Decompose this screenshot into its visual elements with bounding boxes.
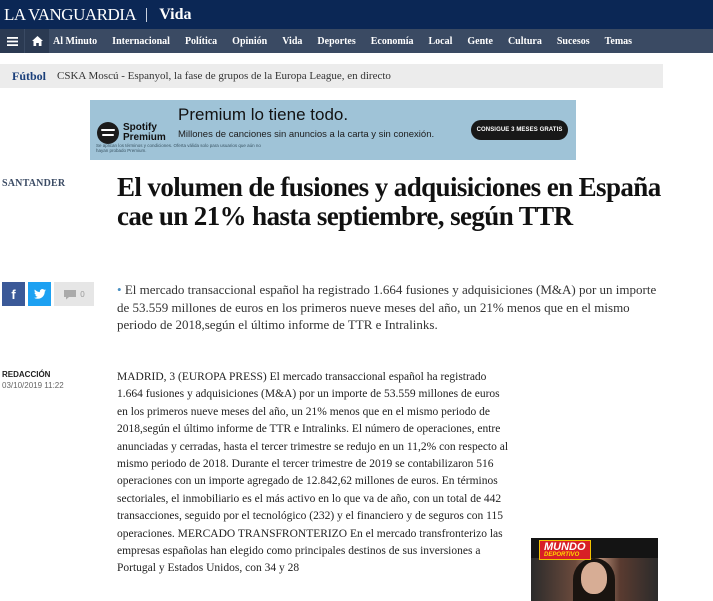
facebook-icon: f xyxy=(11,286,16,302)
spotify-icon xyxy=(97,122,119,144)
spotify-wordmark: Spotify Premium xyxy=(123,122,166,143)
comments-button[interactable] xyxy=(54,282,94,306)
nav-links xyxy=(53,36,647,47)
article-headline: El volumen de fusiones y adquisiciones en España cae un 21% hasta septiembre, según TTR xyxy=(117,172,661,231)
nav-item-cultura[interactable]: Cultura xyxy=(507,35,542,47)
home-button[interactable] xyxy=(25,29,49,53)
brand-logo[interactable]: LA VANGUARDIA xyxy=(4,4,137,24)
ad-headline: Premium lo tiene todo. xyxy=(178,105,349,124)
nav-item-internacional[interactable]: Internacional xyxy=(112,35,170,47)
promo-photo xyxy=(531,558,658,601)
ad-fine-print: Se aplican los términos y condiciones. Oferta válida solo para usuarios que aún no hayan probado Premium. xyxy=(96,143,261,153)
twitter-icon xyxy=(34,289,46,299)
mundo-deportivo-logo: MUNDO DEPORTIVO xyxy=(539,540,591,560)
main-nav xyxy=(0,29,713,53)
comment-count: 0 xyxy=(80,289,85,299)
ad-subline: Millones de canciones sin anuncios a la carta y sin conexión. xyxy=(178,129,435,140)
article-body: MADRID, 3 (EUROPA PRESS) El mercado transaccional español ha registrado 1.664 fusiones y adquisiciones (M&A) por un importe de 53.559 millones de euros en los primeros nueve meses del año, un 21% menos que en el mismo periodo de 2018,según el último informe de TTR e Intralinks. El número de operaciones, entre anunciadas y cerradas, hasta el tercer trimestre se redujo en un 11,2% con respecto al mismo periodo de 2018. Durante el tercer trimestre de 2019 se contabilizaron 516 operaciones con un importe agregado de 12.842,62 millones de euros. En términos sectoriales, el inmobiliario es el más activo en lo que va de año, con un total de 442 transacciones, seguido por el tecnológico (232) y el financiero y de seguros con 115 operaciones. MERCADO TRANSFRONTERIZO En el mercado transfronterizo las empresas españolas han elegido como principales destinos de sus inversiones a Portugal y Estados Unidos, con 34 y 28 xyxy=(117,371,509,575)
article-lead xyxy=(117,281,662,334)
top-bar xyxy=(0,0,713,29)
byline: REDACCIÓN xyxy=(2,370,51,379)
spotify-ad-banner[interactable] xyxy=(90,100,576,160)
live-ticker[interactable] xyxy=(0,64,663,88)
nav-item-al-minuto[interactable]: Al Minuto xyxy=(53,35,98,47)
nav-item-economia[interactable]: Economía xyxy=(370,35,414,47)
section-title[interactable]: Vida xyxy=(159,5,192,23)
lead-text: El mercado transaccional español ha registrado 1.664 fusiones y adquisiciones (M&A) por un importe de 53.559 millones de euros en los primeros nueve meses del año, un 21% menos que en el mismo periodo de 2018,según el último informe de TTR e Intralinks. xyxy=(117,282,657,332)
mundo-deportivo-promo[interactable] xyxy=(531,538,658,601)
spotify-logo xyxy=(97,122,166,144)
nav-item-deportes[interactable]: Deportes xyxy=(317,35,356,47)
comment-icon xyxy=(63,289,77,300)
menu-button[interactable] xyxy=(0,29,24,53)
nav-item-gente[interactable]: Gente xyxy=(467,35,493,47)
twitter-share-button[interactable] xyxy=(28,282,51,306)
article-location[interactable]: SANTANDER xyxy=(2,178,66,189)
nav-item-local[interactable]: Local xyxy=(428,35,453,47)
ad-cta-button[interactable]: CONSIGUE 3 MESES GRATIS xyxy=(471,120,568,140)
nav-item-opinion[interactable]: Opinión xyxy=(232,35,268,47)
lead-bullet: • xyxy=(117,282,122,297)
publish-date: 03/10/2019 11:22 xyxy=(2,381,64,390)
hamburger-icon xyxy=(7,37,18,46)
nav-item-temas[interactable]: Temas xyxy=(604,35,633,47)
nav-item-politica[interactable]: Política xyxy=(184,35,218,47)
nav-item-sucesos[interactable]: Sucesos xyxy=(556,35,590,47)
facebook-share-button[interactable] xyxy=(2,282,25,306)
promo-face xyxy=(581,562,607,594)
brand-divider xyxy=(146,8,147,22)
ticker-headline[interactable]: CSKA Moscú - Espanyol, la fase de grupos de la Europa League, en directo xyxy=(57,70,391,82)
home-icon xyxy=(32,36,43,46)
ticker-category[interactable]: Fútbol xyxy=(12,68,47,83)
share-bar xyxy=(2,282,94,306)
nav-item-vida[interactable]: Vida xyxy=(282,35,303,47)
